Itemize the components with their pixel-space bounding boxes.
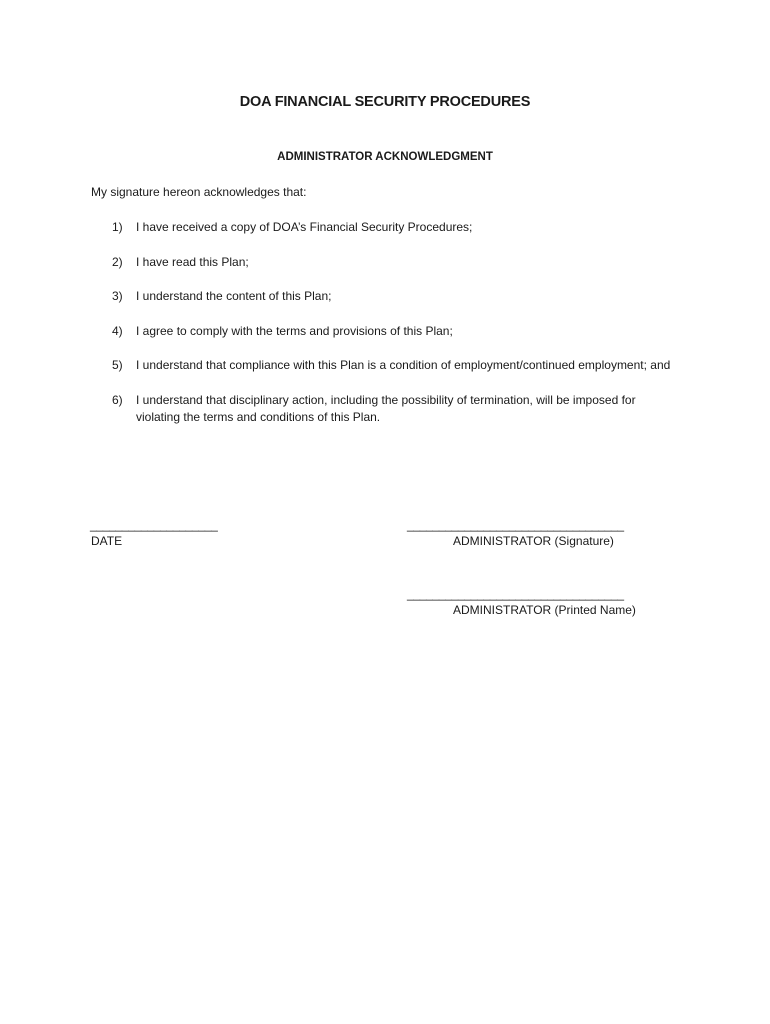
list-item-number: 5) xyxy=(112,358,123,372)
list-item-text: I understand that compliance with this Plan is a condition of employment/continued employment; and xyxy=(136,358,671,372)
list-item xyxy=(112,219,682,237)
administrator-signature-label: ADMINISTRATOR (Signature) xyxy=(453,534,614,548)
list-item xyxy=(112,323,682,341)
date-label: DATE xyxy=(91,534,123,548)
intro-text: My signature hereon acknowledges that: xyxy=(91,185,307,199)
list-item-text: I understand that disciplinary action, including the possibility of termination, will be imposed for violating the terms and conditions of this Plan. xyxy=(136,392,636,424)
list-item xyxy=(112,288,682,306)
list-item-text: I have read this Plan; xyxy=(136,254,249,269)
list-item-number: 4) xyxy=(112,323,123,338)
document-title: DOA FINANCIAL SECURITY PROCEDURES xyxy=(239,94,531,110)
list-item-text: I agree to comply with the terms and provisions of this Plan; xyxy=(136,323,453,338)
list-item-text: I understand the content of this Plan; xyxy=(136,289,332,303)
document-subtitle: ADMINISTRATOR ACKNOWLEDGMENT xyxy=(277,151,493,163)
list-item-number: 1) xyxy=(112,220,123,234)
administrator-signature-line[interactable]: __________________________________ xyxy=(407,518,624,532)
list-item-number: 2) xyxy=(112,254,123,269)
list-item xyxy=(112,392,682,427)
list-item-text: I have received a copy of DOA’s Financial Security Procedures; xyxy=(136,220,473,234)
list-item-number: 3) xyxy=(112,289,123,303)
administrator-printed-name-line[interactable]: __________________________________ xyxy=(407,587,624,601)
date-signature-line[interactable]: ____________________ xyxy=(90,518,218,532)
list-item xyxy=(112,254,682,272)
list-item xyxy=(112,357,682,375)
list-item-number: 6) xyxy=(112,392,123,407)
acknowledgment-list xyxy=(112,219,682,444)
administrator-printed-name-label: ADMINISTRATOR (Printed Name) xyxy=(453,603,636,617)
